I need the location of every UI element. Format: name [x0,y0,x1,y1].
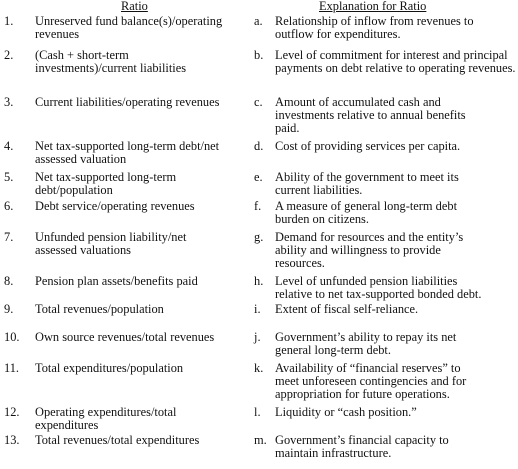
ratio-text-line: Pension plan assets/benefits paid [35,274,198,288]
explanation-text-line: Cost of providing services per capita. [275,139,461,153]
ratio-text-line: Unfunded pension liability/net [35,230,187,244]
explanation-text-line: payments on debt relative to operating revenues. [275,61,516,75]
explanation-text [275,231,518,270]
ratio-text [35,15,250,41]
explanation-text [275,96,518,135]
explanation-text-line: paid. [275,121,300,135]
explanation-text-line: Government’s financial capacity to [275,433,449,447]
explanation-text-line: burden on citizens. [275,212,369,226]
explanation-text-line: Liquidity or “cash position.” [275,405,417,419]
ratio-text-line: Debt service/operating revenues [35,199,195,213]
explanation-text-line: Demand for resources and the entity’s [275,230,464,244]
explanation-letter: c. [254,95,263,109]
ratio-text-line: expenditures [35,418,99,432]
ratio-number: 9. [4,302,14,316]
explanation-letter: l. [254,405,261,419]
explanation-text [275,362,518,401]
ratio-text [35,275,250,288]
explanation-text [275,331,518,357]
ratio-column-header: Ratio [121,0,148,13]
ratio-text-line: investments)/current liabilities [35,61,187,75]
explanation-text-line: Extent of fiscal self-reliance. [275,302,419,316]
explanation-text [275,140,518,153]
explanation-text [275,15,518,41]
explanation-text [275,275,518,301]
ratio-text-line: assessed valuation [35,152,127,166]
explanation-letter: e. [254,170,263,184]
ratio-text [35,171,250,197]
ratio-number: 1. [4,14,14,28]
explanation-letter: j. [254,330,261,344]
explanation-letter: g. [254,230,264,244]
ratio-number: 2. [4,48,14,62]
ratio-text-line: Unreserved fund balance(s)/operating [35,14,223,28]
explanation-text-line: resources. [275,256,325,270]
ratio-text-line: Net tax-supported long-term [35,170,177,184]
explanation-letter: f. [254,199,262,213]
explanation-text-line: meet unforeseen contingencies and for [275,374,467,388]
explanation-column-header: Explanation for Ratio [319,0,427,13]
ratio-number: 12. [4,405,20,419]
ratio-text [35,362,250,375]
explanation-text [275,406,518,419]
explanation-letter: i. [254,302,261,316]
explanation-text-line: appropriation for future operations. [275,387,450,401]
explanation-letter: d. [254,139,264,153]
explanation-text [275,200,518,226]
ratio-text-line: Total revenues/population [35,302,164,316]
ratio-text-line: Own source revenues/total revenues [35,330,215,344]
explanation-text-line: current liabilities. [275,183,363,197]
explanation-letter: a. [254,14,263,28]
explanation-text-line: Level of commitment for interest and principal [275,48,508,62]
explanation-text-line: A measure of general long-term debt [275,199,458,213]
ratio-text [35,96,250,109]
ratio-number: 3. [4,95,14,109]
explanation-text-line: outflow for expenditures. [275,27,401,41]
ratio-text-line: Net tax-supported long-term debt/net [35,139,220,153]
ratio-text [35,140,250,166]
ratio-text [35,434,250,447]
explanation-text-line: Availability of “financial reserves” to [275,361,461,375]
explanation-text [275,303,518,316]
explanation-text [275,171,518,197]
explanation-text-line: Level of unfunded pension liabilities [275,274,458,288]
ratio-text [35,231,250,257]
ratio-text-line: Current liabilities/operating revenues [35,95,220,109]
ratio-number: 7. [4,230,14,244]
ratio-text-line: (Cash + short-term [35,48,129,62]
ratio-text-line: assessed valuations [35,243,132,257]
ratio-text [35,200,250,213]
ratio-number: 10. [4,330,20,344]
ratio-text-line: debt/population [35,183,113,197]
explanation-letter: h. [254,274,264,288]
ratio-number: 11. [4,361,20,375]
explanation-text-line: Amount of accumulated cash and [275,95,441,109]
explanation-text-line: relative to net tax-supported bonded debt. [275,287,482,301]
explanation-letter: k. [254,361,264,375]
ratio-number: 4. [4,139,14,153]
ratio-text-line: revenues [35,27,80,41]
ratio-text [35,49,250,75]
explanation-text-line: general long-term debt. [275,343,391,357]
ratio-text [35,331,250,344]
explanation-letter: b. [254,48,264,62]
explanation-text [275,49,518,75]
explanation-text-line: Ability of the government to meet its [275,170,459,184]
ratio-number: 6. [4,199,14,213]
explanation-text-line: maintain infrastructure. [275,446,392,460]
explanation-text-line: ability and willingness to provide [275,243,441,257]
explanation-text [275,434,518,460]
explanation-text-line: Relationship of inflow from revenues to [275,14,474,28]
ratio-number: 8. [4,274,14,288]
explanation-text-line: investments relative to annual benefits [275,108,466,122]
explanation-letter: m. [254,433,267,447]
ratio-text-line: Operating expenditures/total [35,405,177,419]
ratio-number: 13. [4,433,20,447]
ratio-text-line: Total revenues/total expenditures [35,433,200,447]
ratio-number: 5. [4,170,14,184]
ratio-text [35,303,250,316]
explanation-text-line: Government’s ability to repay its net [275,330,457,344]
ratio-text [35,406,250,432]
ratio-text-line: Total expenditures/population [35,361,184,375]
